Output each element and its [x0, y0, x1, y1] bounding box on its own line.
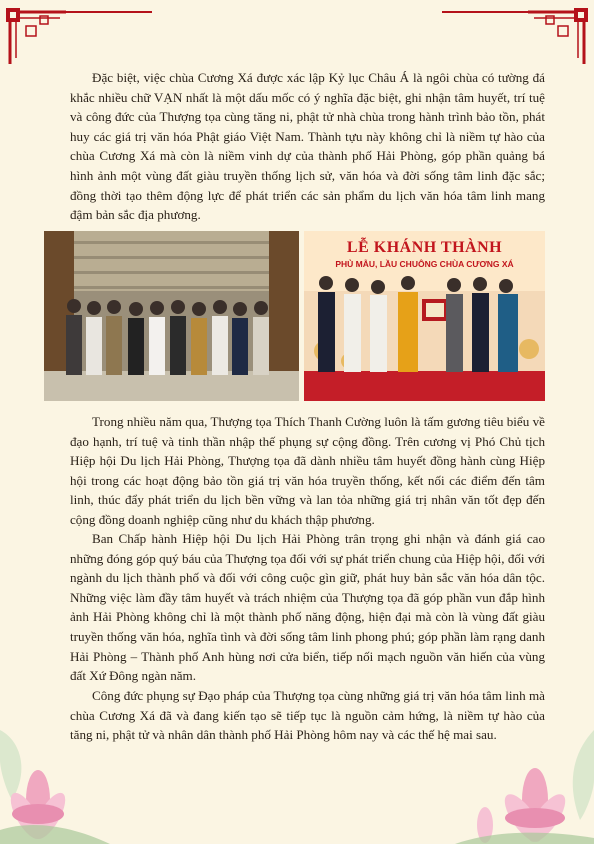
photo-group-temple [44, 231, 299, 401]
paragraph-4: Công đức phụng sự Đạo pháp của Thượng tọa cùng những giá trị văn hóa tâm linh mà chùa Cương Xá đã và đang kiến tạo sẽ tiếp tục là nguồn cảm hứng, là niềm tự hào của tăng ni, phật tử và nhân dân thành phố Hải Phòng hôm nay và các thế hệ mai sau. [70, 688, 545, 743]
corner-ornament-top-left [6, 8, 156, 68]
corner-ornament-top-right [438, 8, 588, 68]
photo-ceremony [304, 231, 545, 401]
paragraph-2: Trong nhiều năm qua, Thượng tọa Thích Thanh Cường luôn là tấm gương tiêu biểu về đạo hạnh, trí tuệ và tinh thần nhập thế phụng sự cộng đồng. Trên cương vị Phó Chủ tịch Hiệp hội Du lịch Hải Phòng, Thượng tọa đã dành nhiều tâm huyết đồng hành cùng Hiệp hội trong các hoạt động bảo tồn giá trị văn hóa truyền thống, kết nối các điểm đến tâm linh, thúc đẩy phát triển du lịch bền vững và lan tỏa những giá trị nhân văn tốt đẹp đến cộng đồng doanh nghiệp cũng như du khách thập phương. [70, 414, 545, 527]
paragraph-3: Ban Chấp hành Hiệp hội Du lịch Hải Phòng trân trọng ghi nhận và đánh giá cao những đóng góp quý báu của Thượng tọa đối với sự phát triển chung của Hiệp hội, đối với ngành du lịch thành phố và đối với công cuộc gìn giữ, phát huy bản sắc văn hóa dân tộc. Những việc làm đầy tâm huyết và trách nhiệm của Thượng tọa đã góp phần vun đắp hình ảnh Hải Phòng không chỉ là một thành phố năng động, hiện đại mà còn là vùng đất giàu truyền thống văn hóa, nghĩa tình và đời sống tâm linh phong phú; góp phần làm rạng danh Hải Phòng – Thành phố Anh hùng nơi cửa biển, tiếp nối mạch nguồn văn hiến của vùng đất Xứ Đông ngàn năm. [70, 531, 545, 684]
paragraph-1: Đặc biệt, việc chùa Cương Xá được xác lập Kỷ lục Châu Á là ngôi chùa có tường đá khắc nhiều chữ VẠN nhất là một dấu mốc có ý nghĩa đặc biệt, ghi nhận tâm huyết, trí tuệ và công đức của Thượng tọa cùng tăng ni, phật tử nhà chùa trong hành trình bảo tồn, phát huy các giá trị văn hóa Phật giáo Việt Nam. Thành tựu này không chỉ là niềm tự hào của chùa Cương Xá mà còn là niềm vinh dự của thành phố Hải Phòng, góp phần quảng bá hình ảnh một vùng đất giàu truyền thống lịch sử, văn hóa và đời sống tâm linh đặc sắc; đồng thời tạo thêm động lực để phát triển các sản phẩm du lịch văn hóa tâm linh mang đậm bản sắc địa phương. [70, 70, 545, 223]
banner-subtitle: PHỦ MẪU, LẦU CHUÔNG CHÙA CƯƠNG XÁ [335, 259, 514, 269]
banner-title: LỄ KHÁNH THÀNH [346, 239, 503, 256]
